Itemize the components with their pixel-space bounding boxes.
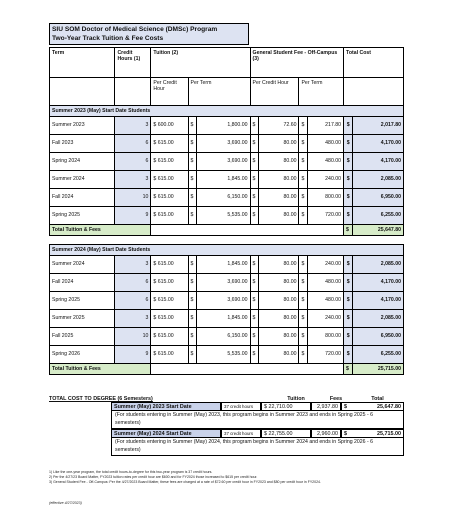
section-header-row	[50, 245, 404, 256]
tuition-per-credit-cell: $ 615.00	[151, 256, 188, 274]
summary-row-label: Summer (May) 2024 Start Date	[111, 429, 221, 438]
header-tuition: Tuition (2)	[151, 48, 250, 78]
tuition-per-credit-cell: $ 615.00	[151, 207, 188, 225]
tuition-per-term-cell: 1,845.00	[197, 171, 250, 189]
tuition-per-term-cell: 1,845.00	[197, 310, 250, 328]
currency-sign: $	[250, 292, 259, 310]
term-cell: Spring 2026	[50, 346, 115, 364]
term-cell: Spring 2025	[50, 207, 115, 225]
summary-row-total-value: 25,715.00	[377, 430, 401, 437]
term-cell: Spring 2025	[50, 292, 115, 310]
currency-sign: $	[299, 346, 308, 364]
effective-date: (effective 4/27/2023)	[49, 501, 82, 505]
summary-row-note: (For students entering in Summer (May) 2024, this program begins in Summer 2024 and ends in Spring 2026 - 6 semesters)	[111, 438, 404, 456]
currency-sign: $	[299, 153, 308, 171]
tuition-per-term-cell: 5,535.00	[197, 207, 250, 225]
fee-per-credit-cell: 80.00	[259, 346, 299, 364]
tuition-per-term-cell: 5,535.00	[197, 346, 250, 364]
blank-cell	[151, 364, 344, 375]
summary-row-tuition: $ 22,710.00	[261, 402, 311, 411]
currency-sign: $	[188, 207, 197, 225]
currency-sign: $	[344, 346, 353, 364]
term-cell: Summer 2023	[50, 117, 115, 135]
currency-sign: $	[188, 310, 197, 328]
header-term: Term	[50, 48, 115, 78]
currency-sign: $	[250, 117, 259, 135]
currency-sign: $	[299, 117, 308, 135]
currency-sign: $	[250, 153, 259, 171]
currency-sign: $	[250, 171, 259, 189]
currency-sign: $	[344, 153, 353, 171]
tuition-table	[49, 47, 404, 375]
currency-sign: $	[188, 256, 197, 274]
table-row	[50, 328, 404, 346]
fee-per-term-cell: 240.00	[308, 310, 344, 328]
fee-per-credit-cell: 80.00	[259, 171, 299, 189]
summary-row-total-value: 25,647.80	[377, 403, 401, 410]
term-cell: Summer 2024	[50, 256, 115, 274]
currency-sign: $	[299, 207, 308, 225]
currency-sign: $	[188, 292, 197, 310]
currency-sign: $	[344, 403, 347, 410]
tuition-per-credit-cell: $ 615.00	[151, 310, 188, 328]
section-total-value: 25,647.80	[352, 225, 403, 236]
summary-row-fees: 2,960.00	[311, 429, 341, 438]
fee-per-term-cell: 217.80	[308, 117, 344, 135]
currency-sign: $	[188, 346, 197, 364]
fee-per-credit-cell: 80.00	[259, 292, 299, 310]
table-row	[50, 189, 404, 207]
summary-row-note: (For students entering in Summer (May) 2023, this program begins in Summer 2023 and ends in Spring 2025 - 6 semesters)	[111, 411, 404, 429]
credit-hours-cell: 10	[115, 189, 151, 207]
currency-sign: $	[299, 328, 308, 346]
total-cost-cell: 2,085.00	[352, 171, 403, 189]
currency-sign: $	[299, 310, 308, 328]
header-fees: General Student Fee - Off-Campus (3)	[250, 48, 344, 78]
table-header-row	[50, 48, 404, 78]
credit-hours-cell: 6	[115, 274, 151, 292]
fee-per-credit-cell: 80.00	[259, 328, 299, 346]
footnotes	[49, 470, 409, 485]
table-row	[50, 171, 404, 189]
section-total-value: 25,715.00	[352, 364, 403, 375]
currency-sign: $	[299, 171, 308, 189]
summary-row-hours: 37 credit hours	[221, 429, 261, 438]
summary-heading: TOTAL COST TO DEGREE (6 Semesters)	[49, 396, 153, 402]
currency-sign: $	[250, 135, 259, 153]
fee-per-term-cell: 720.00	[308, 346, 344, 364]
fee-per-term-cell: 240.00	[308, 256, 344, 274]
credit-hours-cell: 10	[115, 328, 151, 346]
tuition-per-term-cell: 6,150.00	[197, 328, 250, 346]
currency-sign: $	[299, 256, 308, 274]
summary-col-total: Total	[371, 396, 384, 402]
currency-sign: $	[344, 117, 353, 135]
currency-sign: $	[344, 256, 353, 274]
tuition-per-term-cell: 3,690.00	[197, 153, 250, 171]
term-cell: Fall 2025	[50, 328, 115, 346]
credit-hours-cell: 3	[115, 117, 151, 135]
term-cell: Fall 2024	[50, 274, 115, 292]
table-subheader-row	[50, 78, 404, 106]
total-cost-cell: 6,950.00	[352, 328, 403, 346]
currency-sign: $	[188, 135, 197, 153]
currency-sign: $	[188, 171, 197, 189]
fee-per-term-cell: 800.00	[308, 328, 344, 346]
summary-col-tuition: Tuition	[287, 396, 305, 402]
tuition-per-term-cell: 1,800.00	[197, 117, 250, 135]
tuition-sheet	[49, 23, 404, 375]
summary-row-fees: 2,937.80	[311, 402, 341, 411]
footnote: 3) General Student Fee - Off-Campus: Per the 4/27/2023 Board Matter, these fees are charged at a rate of $72.60 per credit hour in FY2023 and $80 per credit hour in FY2024.	[49, 480, 321, 484]
total-cost-cell: 6,255.00	[352, 346, 403, 364]
fee-per-term-cell: 240.00	[308, 171, 344, 189]
fee-per-credit-cell: 72.60	[259, 117, 299, 135]
currency-sign: $	[188, 328, 197, 346]
subheader-fee-per-term: Per Term	[299, 78, 344, 106]
currency-sign: $	[299, 274, 308, 292]
fee-per-credit-cell: 80.00	[259, 310, 299, 328]
total-label: Total Tuition & Fees	[50, 364, 151, 375]
fee-per-term-cell: 480.00	[308, 292, 344, 310]
total-label: Total Tuition & Fees	[50, 225, 151, 236]
table-row	[50, 117, 404, 135]
currency-sign: $	[250, 274, 259, 292]
term-cell: Fall 2024	[50, 189, 115, 207]
credit-hours-cell: 3	[115, 171, 151, 189]
section-title: Summer 2023 (May) Start Date Students	[50, 106, 404, 117]
currency-sign: $	[250, 328, 259, 346]
fee-per-term-cell: 800.00	[308, 189, 344, 207]
summary-col-fees: Fees	[329, 396, 343, 402]
summary-row-total	[341, 402, 404, 411]
table-row	[50, 274, 404, 292]
tuition-per-term-cell: 3,690.00	[197, 274, 250, 292]
currency-sign: $	[250, 310, 259, 328]
total-cost-cell: 2,085.00	[352, 256, 403, 274]
spacer-row	[50, 236, 404, 245]
summary-row-total	[341, 429, 404, 438]
fee-per-term-cell: 720.00	[308, 207, 344, 225]
currency-sign: $	[344, 328, 353, 346]
credit-hours-cell: 9	[115, 207, 151, 225]
table-row	[50, 153, 404, 171]
title-box	[49, 23, 249, 45]
table-row	[50, 256, 404, 274]
table-row	[50, 346, 404, 364]
tuition-per-credit-cell: $ 600.00	[151, 117, 188, 135]
credit-hours-cell: 3	[115, 310, 151, 328]
currency-sign: $	[344, 310, 353, 328]
total-cost-cell: 6,950.00	[352, 189, 403, 207]
term-cell: Spring 2024	[50, 153, 115, 171]
currency-sign: $	[344, 207, 353, 225]
summary-header	[49, 394, 404, 402]
currency-sign: $	[188, 274, 197, 292]
tuition-per-term-cell: 6,150.00	[197, 189, 250, 207]
tuition-per-term-cell: 3,690.00	[197, 135, 250, 153]
total-cost-cell: 4,170.00	[352, 135, 403, 153]
term-cell: Summer 2025	[50, 310, 115, 328]
fee-per-credit-cell: 80.00	[259, 135, 299, 153]
footnote: 2) Per the 4/27/23 Board Matter, FY2023 tuition rates per credit hour are $600 and for FY2024 those increased to $615 per credit hour.	[49, 475, 258, 479]
currency-sign: $	[250, 256, 259, 274]
tuition-per-credit-cell: $ 615.00	[151, 153, 188, 171]
fee-per-credit-cell: 80.00	[259, 153, 299, 171]
currency-sign: $	[344, 274, 353, 292]
currency-sign: $	[188, 189, 197, 207]
tuition-per-credit-cell: $ 615.00	[151, 171, 188, 189]
section-total-row	[50, 225, 404, 236]
credit-hours-cell: 6	[115, 292, 151, 310]
spacer-cell	[50, 236, 404, 245]
fee-per-term-cell: 480.00	[308, 135, 344, 153]
term-cell: Summer 2024	[50, 171, 115, 189]
tuition-per-term-cell: 3,690.00	[197, 292, 250, 310]
subheader-fee-per-credit-hour: Per Credit Hour	[250, 78, 299, 106]
table-row	[50, 292, 404, 310]
currency-sign: $	[299, 189, 308, 207]
currency-sign: $	[299, 135, 308, 153]
table-row	[50, 135, 404, 153]
summary-row-tuition: $ 22,755.00	[261, 429, 311, 438]
table-row	[50, 310, 404, 328]
total-cost-cell: 4,170.00	[352, 292, 403, 310]
subheader-tuition-per-credit-hour: Per Credit Hour	[151, 78, 188, 106]
blank-cell	[151, 225, 344, 236]
section-header-row	[50, 106, 404, 117]
summary-row-2023	[111, 402, 404, 411]
total-cost-cell: 2,017.80	[352, 117, 403, 135]
tuition-per-credit-cell: $ 615.00	[151, 346, 188, 364]
currency-sign: $	[188, 153, 197, 171]
fee-per-credit-cell: 80.00	[259, 256, 299, 274]
currency-sign: $	[344, 189, 353, 207]
fee-per-credit-cell: 80.00	[259, 207, 299, 225]
section-total-row	[50, 364, 404, 375]
summary-row-hours: 37 credit hours	[221, 402, 261, 411]
currency-sign: $	[188, 117, 197, 135]
tuition-per-credit-cell: $ 615.00	[151, 328, 188, 346]
fee-per-term-cell: 480.00	[308, 274, 344, 292]
total-cost-cell: 4,170.00	[352, 153, 403, 171]
currency-sign: $	[344, 364, 353, 375]
tuition-per-term-cell: 1,845.00	[197, 256, 250, 274]
credit-hours-cell: 9	[115, 346, 151, 364]
document-subtitle: Two-Year Track Tuition & Fee Costs	[52, 35, 164, 42]
currency-sign: $	[250, 346, 259, 364]
table-row	[50, 207, 404, 225]
currency-sign: $	[344, 430, 347, 437]
total-cost-summary	[49, 394, 404, 456]
currency-sign: $	[344, 292, 353, 310]
currency-sign: $	[344, 171, 353, 189]
summary-row-label: Summer (May) 2023 Start Date	[111, 402, 221, 411]
currency-sign: $	[250, 207, 259, 225]
subheader-tuition-per-term: Per Term	[188, 78, 250, 106]
document-title: SIU SOM Doctor of Medical Science (DMSc) Program	[52, 26, 218, 33]
section-title: Summer 2024 (May) Start Date Students	[50, 245, 404, 256]
credit-hours-cell: 6	[115, 135, 151, 153]
credit-hours-cell: 6	[115, 153, 151, 171]
currency-sign: $	[299, 292, 308, 310]
header-total-cost: Total Cost	[344, 48, 404, 78]
tuition-per-credit-cell: $ 615.00	[151, 274, 188, 292]
total-cost-cell: 6,255.00	[352, 207, 403, 225]
fee-per-credit-cell: 80.00	[259, 274, 299, 292]
fee-per-term-cell: 480.00	[308, 153, 344, 171]
tuition-per-credit-cell: $ 615.00	[151, 292, 188, 310]
header-credit-hours: Credit Hours (1)	[115, 48, 151, 78]
term-cell: Fall 2023	[50, 135, 115, 153]
currency-sign: $	[250, 189, 259, 207]
total-cost-cell: 4,170.00	[352, 274, 403, 292]
credit-hours-cell: 3	[115, 256, 151, 274]
total-cost-cell: 2,085.00	[352, 310, 403, 328]
tuition-per-credit-cell: $ 615.00	[151, 189, 188, 207]
tuition-per-credit-cell: $ 615.00	[151, 135, 188, 153]
currency-sign: $	[344, 225, 353, 236]
footnote: 1) Like the one-year program, the total credit hours-to-degree for this two-year program is 37 credit hours.	[49, 470, 213, 474]
fee-per-credit-cell: 80.00	[259, 189, 299, 207]
summary-row-2024	[111, 429, 404, 438]
currency-sign: $	[344, 135, 353, 153]
